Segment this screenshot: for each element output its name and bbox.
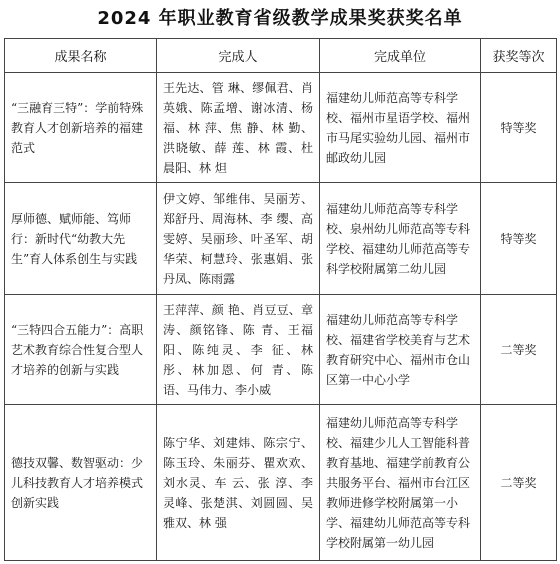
table-row: [5, 183, 557, 295]
header-level: 获奖等次: [481, 39, 557, 73]
awards-table: [4, 38, 557, 561]
header-unit: 完成单位: [320, 39, 481, 73]
award-level: 特等奖: [481, 183, 557, 295]
table-header-row: [5, 39, 557, 73]
contributors: 伊文婷、邹维伟、吴丽芳、郑舒丹、周海林、李 缨、高雯婷、吴丽珍、叶圣军、胡华荣、柯慧玲、张惠娟、张丹凤、陈雨露: [157, 183, 320, 295]
institutions: 福建幼儿师范高等专科学校、福建少儿人工智能科普教育基地、福建学前教育公共服务平台、福州市台江区教师进修学校附属第一小学、福建幼儿师范高等专科学校附属第一幼儿园: [320, 405, 481, 561]
award-level: 二等奖: [481, 405, 557, 561]
contributors: 王先达、管 琳、缪佩君、肖英娥、陈孟增、谢冰清、杨 福、林 萍、焦 静、林 勤、洪晓敏、薛 莲、林 霞、杜晨阳、林 炟: [157, 73, 320, 183]
contributors: 陈宁华、刘建炜、陈宗宁、陈玉玲、朱丽芬、瞿欢欢、刘水灵、车 云、张 淳、李灵峰、张楚淇、刘圆圆、吴雅双、林 强: [157, 405, 320, 561]
header-people: 完成人: [157, 39, 320, 73]
institutions: 福建幼儿师范高等专科学校、福州市星语学校、福州市马尾实验幼儿园、福州市邮政幼儿园: [320, 73, 481, 183]
document-title: 2024 年职业教育省级教学成果奖获奖名单: [97, 8, 463, 29]
award-level: 特等奖: [481, 73, 557, 183]
award-level: 二等奖: [481, 295, 557, 405]
contributors: 王萍萍、颜 艳、肖豆豆、章 涛、颜铭锋、陈 青、王福阳、陈纯灵、李 征、林 彤、林加恩、何 青、陈 语、马伟力、李小威: [157, 295, 320, 405]
header-name: 成果名称: [5, 39, 157, 73]
institutions: 福建幼儿师范高等专科学校、泉州幼儿师范高等专科学校、福建幼儿师范高等专科学校附属第二幼儿园: [320, 183, 481, 295]
table-row: [5, 73, 557, 183]
institutions: 福建幼儿师范高等专科学校、福建省学校美育与艺术教育研究中心、福州市仓山区第一中心小学: [320, 295, 481, 405]
achievement-name: “三融育三特”：学前特殊教育人才创新培养的福建范式: [5, 73, 157, 183]
achievement-name: 厚师德、赋师能、笃师行：新时代“幼教大先生”育人体系创生与实践: [5, 183, 157, 295]
achievement-name: “三特四合五能力”：高职艺术教育综合性复合型人才培养的创新与实践: [5, 295, 157, 405]
table-row: [5, 405, 557, 561]
achievement-name: 德技双馨、数智驱动：少儿科技教育人才培养模式创新实践: [5, 405, 157, 561]
table-row: [5, 295, 557, 405]
